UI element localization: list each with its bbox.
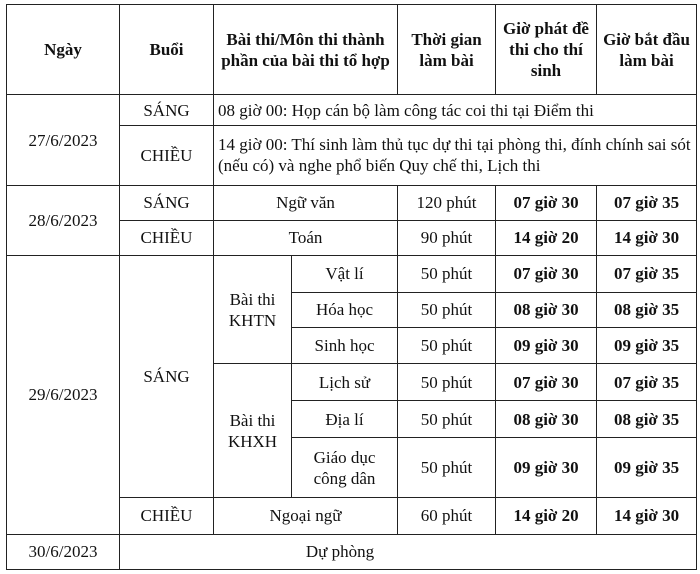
- session-cell: SÁNG: [120, 255, 214, 497]
- start-time-cell: 14 giờ 30: [597, 498, 697, 535]
- subject-cell: Giáo dục công dân: [292, 438, 398, 498]
- exam-schedule-table: [6, 4, 697, 570]
- session-cell: CHIỀU: [120, 126, 214, 186]
- subject-cell: Ngoại ngữ: [214, 498, 398, 535]
- note-cell: 14 giờ 00: Thí sinh làm thủ tục dự thi tại phòng thi, đính chính sai sót (nếu có) và nghe phổ biến Quy chế thi, Lịch thi: [214, 126, 697, 186]
- distribution-time-cell: 09 giờ 30: [496, 438, 597, 498]
- duration-cell: 50 phút: [398, 255, 496, 292]
- subject-cell: Vật lí: [292, 255, 398, 292]
- duration-cell: 50 phút: [398, 438, 496, 498]
- duration-cell: 90 phút: [398, 220, 496, 255]
- session-cell: CHIỀU: [120, 220, 214, 255]
- table-row: [7, 255, 697, 292]
- header-gio-phat: Giờ phát đề thi cho thí sinh: [496, 5, 597, 95]
- reserve-cell: Dự phòng: [120, 534, 697, 569]
- start-time-cell: 07 giờ 35: [597, 255, 697, 292]
- date-cell: 27/6/2023: [7, 95, 120, 185]
- start-time-cell: 08 giờ 35: [597, 401, 697, 438]
- start-time-cell: 14 giờ 30: [597, 220, 697, 255]
- distribution-time-cell: 09 giờ 30: [496, 327, 597, 364]
- start-time-cell: 08 giờ 35: [597, 292, 697, 327]
- table-row: [7, 534, 697, 569]
- note-cell: 08 giờ 00: Họp cán bộ làm công tác coi thi tại Điểm thi: [214, 95, 697, 126]
- distribution-time-cell: 07 giờ 30: [496, 255, 597, 292]
- exam-group-cell: Bài thi KHTN: [214, 255, 292, 364]
- header-row: [7, 5, 697, 95]
- start-time-cell: 07 giờ 35: [597, 185, 697, 220]
- header-gio-bat-dau: Giờ bắt đầu làm bài: [597, 5, 697, 95]
- table-row: [7, 185, 697, 220]
- session-cell: CHIỀU: [120, 498, 214, 535]
- start-time-cell: 09 giờ 35: [597, 438, 697, 498]
- session-cell: SÁNG: [120, 95, 214, 126]
- subject-cell: Ngữ văn: [214, 185, 398, 220]
- header-ngay: Ngày: [7, 5, 120, 95]
- header-thoi-gian: Thời gian làm bài: [398, 5, 496, 95]
- duration-cell: 120 phút: [398, 185, 496, 220]
- exam-group-cell: Bài thi KHXH: [214, 364, 292, 498]
- duration-cell: 50 phút: [398, 364, 496, 401]
- duration-cell: 50 phút: [398, 327, 496, 364]
- subject-cell: Toán: [214, 220, 398, 255]
- distribution-time-cell: 08 giờ 30: [496, 401, 597, 438]
- duration-cell: 50 phút: [398, 292, 496, 327]
- date-cell: 30/6/2023: [7, 534, 120, 569]
- table-row: [7, 95, 697, 126]
- distribution-time-cell: 14 giờ 20: [496, 498, 597, 535]
- subject-cell: Lịch sử: [292, 364, 398, 401]
- session-cell: SÁNG: [120, 185, 214, 220]
- date-cell: 28/6/2023: [7, 185, 120, 255]
- distribution-time-cell: 14 giờ 20: [496, 220, 597, 255]
- date-cell: 29/6/2023: [7, 255, 120, 534]
- start-time-cell: 09 giờ 35: [597, 327, 697, 364]
- distribution-time-cell: 07 giờ 30: [496, 185, 597, 220]
- subject-cell: Hóa học: [292, 292, 398, 327]
- header-bai-thi: Bài thi/Môn thi thành phần của bài thi tổ hợp: [214, 5, 398, 95]
- distribution-time-cell: 07 giờ 30: [496, 364, 597, 401]
- duration-cell: 50 phút: [398, 401, 496, 438]
- subject-cell: Địa lí: [292, 401, 398, 438]
- distribution-time-cell: 08 giờ 30: [496, 292, 597, 327]
- header-buoi: Buổi: [120, 5, 214, 95]
- start-time-cell: 07 giờ 35: [597, 364, 697, 401]
- subject-cell: Sinh học: [292, 327, 398, 364]
- duration-cell: 60 phút: [398, 498, 496, 535]
